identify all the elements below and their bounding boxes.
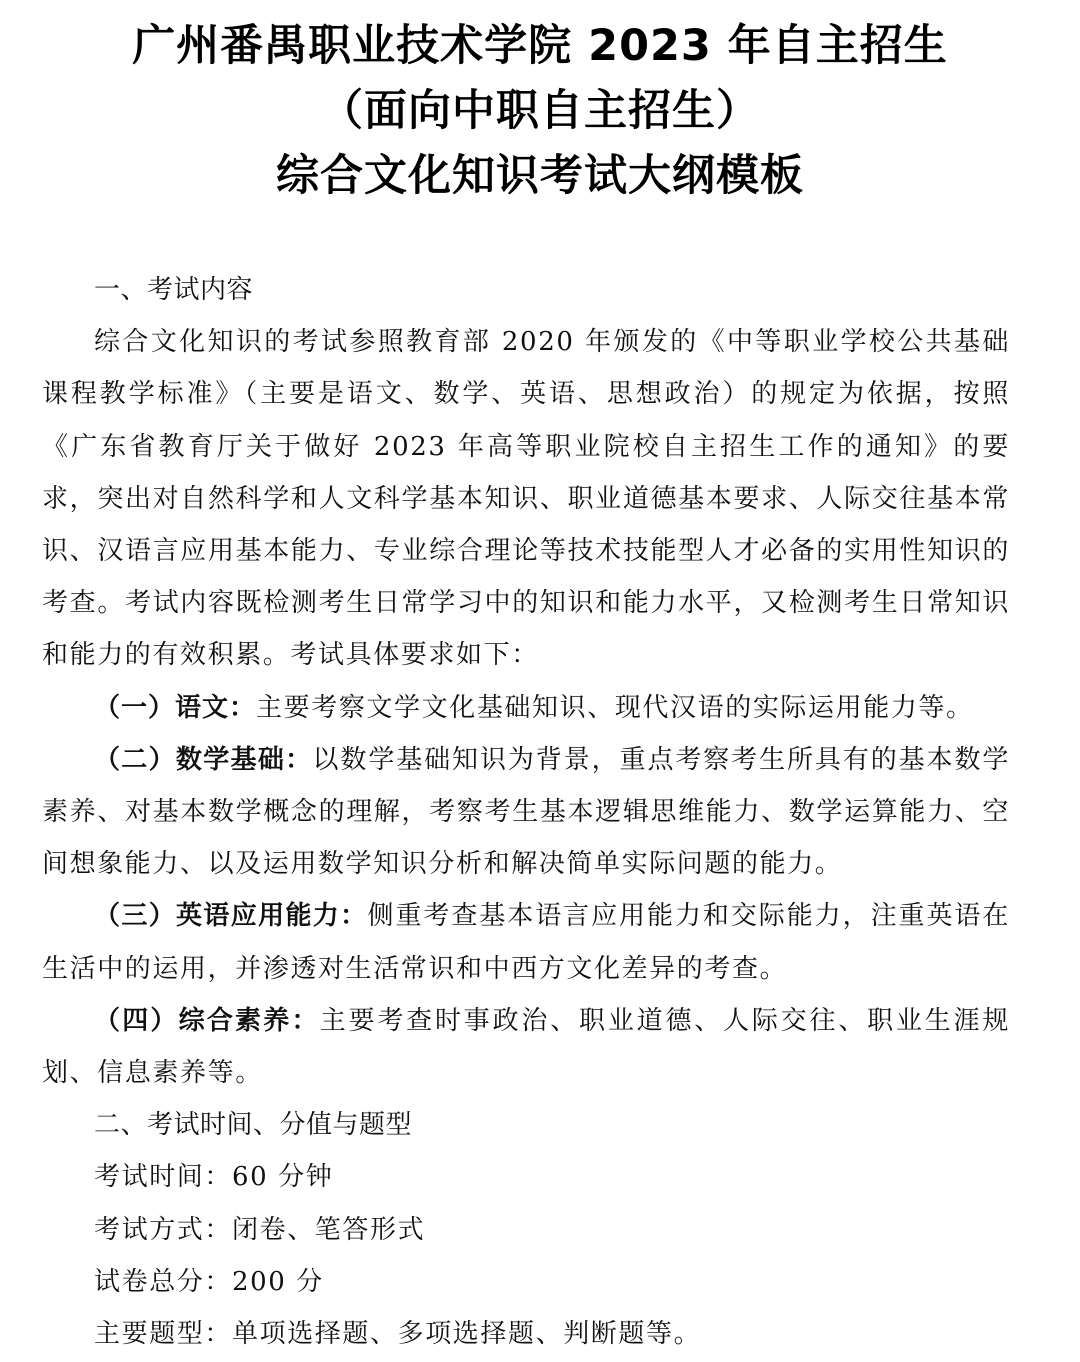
exam-total-score: 试卷总分：200 分 <box>94 1266 324 1297</box>
title-line-2: （面向中职自主招生） <box>320 86 760 136</box>
item-chinese <box>42 682 1010 734</box>
section-2-heading: 二、考试时间、分值与题型 <box>94 1110 413 1141</box>
item-chinese-text: 主要考察文学文化基础知识、现代汉语的实际运用能力等。 <box>256 692 974 723</box>
item-math <box>42 734 1010 891</box>
title-line-1: 广州番禺职业技术学院 2023 年自主招生 <box>132 21 948 71</box>
section-1-intro: 综合文化知识的考试参照教育部 2020 年颁发的《中等职业学校公共基础课程教学标准》（主要是语文、数学、英语、思想政治）的规定为依据，按照《广东省教育厅关于做好 2023 年高等职业院校自主招生工作的通知》的要求，突出对自然科学和人文科学基本知识、职业道德基本要求、人际交往基本常识、汉语言应用基本能力、专业综合理论等技术技能型人才必备的实用性知识的考查。考试内容既检测考生日常学习中的知识和能力水平，又检测考生日常知识和能力的有效积累。考试具体要求如下： <box>42 327 1010 671</box>
document-body <box>42 264 1010 1360</box>
item-english <box>42 890 1010 994</box>
exam-duration: 考试时间：60 分钟 <box>94 1162 334 1193</box>
exam-question-types: 主要题型：单项选择题、多项选择题、判断题等。 <box>94 1319 702 1350</box>
item-english-label: （三）英语应用能力： <box>94 901 368 932</box>
item-literacy-label: （四）综合素养： <box>94 1005 320 1036</box>
item-literacy <box>42 995 1010 1099</box>
item-math-text: 以数学基础知识为背景，重点考察考生所具有的基本数学素养、对基本数学概念的理解，考察考生基本逻辑思维能力、数学运算能力、空间想象能力、以及运用数学知识分析和解决简单实际问题的能力。 <box>42 744 1010 880</box>
item-literacy-text: 主要考查时事政治、职业道德、人际交往、职业生涯规划、信息素养等。 <box>42 1005 1010 1089</box>
exam-format: 考试方式：闭卷、笔答形式 <box>94 1214 426 1245</box>
item-math-label: （二）数学基础： <box>94 744 313 775</box>
item-english-text: 侧重考查基本语言应用能力和交际能力，注重英语在生活中的运用，并渗透对生活常识和中西方文化差异的考查。 <box>42 901 1010 984</box>
title-line-3: 综合文化知识考试大纲模板 <box>276 151 804 201</box>
document-title <box>0 14 1080 209</box>
item-chinese-label: （一）语文： <box>94 692 257 723</box>
section-1-heading: 一、考试内容 <box>94 275 254 305</box>
